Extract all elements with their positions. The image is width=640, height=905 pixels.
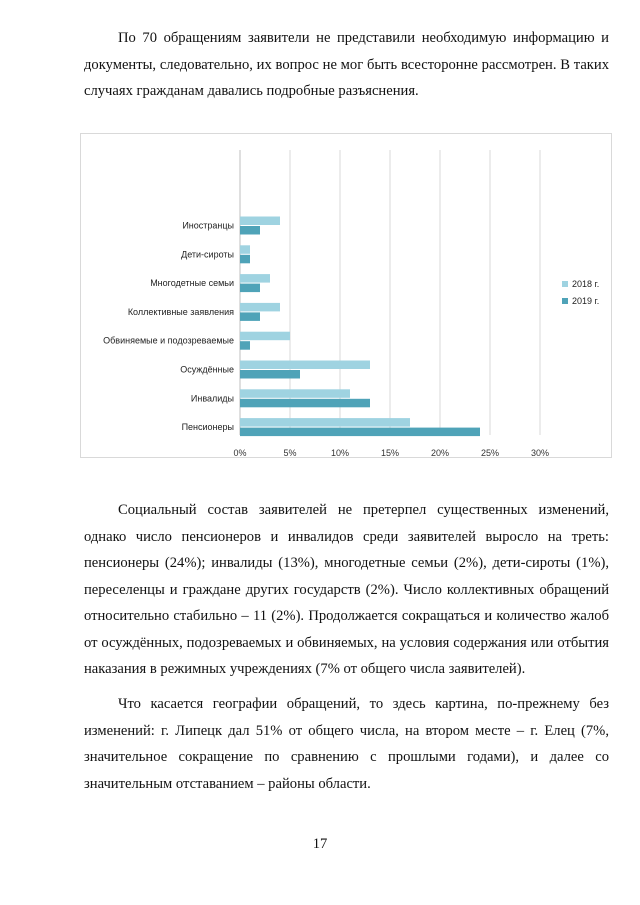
bar [240,303,280,312]
category-label: Инвалиды [190,393,234,404]
paragraph-3: Что касается географии обращений, то здесь картина, по-прежнему без изменений: г. Липецк дал 51% от общего числа, на втором месте – г. Елец (7%, значительное сокращение по сравнению с прошлыми годами), и далее со значительным отставанием – районы области. [84,696,609,792]
bar [240,399,370,408]
bar [240,370,300,379]
bar [240,312,260,321]
bar [240,361,370,370]
bar [240,428,480,437]
bar [240,274,270,283]
bar [240,255,250,263]
x-tick-label: 15% [380,448,400,457]
x-tick-label: 25% [480,448,500,457]
legend-label: 2018 г. [572,279,600,289]
x-tick-label: 5% [283,448,297,457]
legend-swatch [562,281,568,287]
category-label: Многодетные семьи [150,278,234,289]
x-tick-label: 10% [330,448,350,457]
paragraph-1: По 70 обращениям заявители не представили необходимую информацию и документы, следовательно, их вопрос не мог быть всесторонне рассмотрен. В таких случаях гражданам давались подробные разъяснения. [84,30,609,99]
category-label: Дети-сироты [181,249,234,260]
category-label: Пенсионеры [181,422,234,433]
page-number: 17 [312,836,328,852]
bar [240,217,280,226]
category-label: Коллективные заявления [127,306,234,317]
bar [240,332,290,341]
legend-label: 2019 г. [572,296,600,306]
category-label: Обвиняемые и подозреваемые [103,335,234,346]
paragraph-2: Социальный состав заявителей не претерпел существенных изменений, однако число пенсионеров и инвалидов среди заявителей выросло на треть: пенсионеры (24%); инвалиды (13%), многодетные семьи (2%), дети-сироты (1%), переселенцы и граждане других государств (2%). Число коллективных обращений относительно стабильно – 11 (2%). Продолжается сокращаться и количество жалоб от осуждённых, подозреваемых и обвиняемых, на условия содержания или отбытия наказания в режимных учреждениях (7% от общего числа заявителей). [84,502,609,677]
x-tick-label: 30% [530,448,550,457]
category-label: Иностранцы [182,220,234,231]
bar [240,418,410,427]
bar [240,226,260,235]
x-tick-label: 0% [233,448,247,457]
bar-chart [80,133,612,458]
bar [240,245,250,254]
bar [240,389,350,398]
legend-swatch [562,298,568,304]
x-tick-label: 20% [430,448,450,457]
bar-chart-svg [81,134,611,457]
bar [240,341,250,350]
bar [240,284,260,293]
category-label: Осуждённые [180,364,234,375]
